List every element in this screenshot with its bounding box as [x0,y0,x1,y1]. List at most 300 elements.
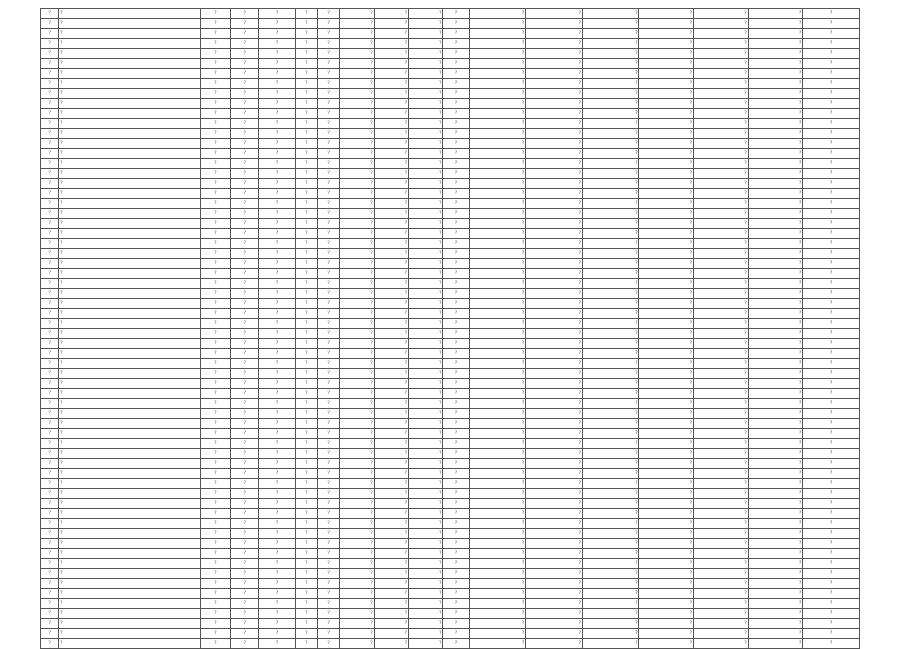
table-cell: ? [526,539,583,549]
table-cell: ? [469,479,526,489]
table-cell: ? [582,149,639,159]
table-cell: ? [317,149,339,159]
table-row [41,399,860,409]
table-cell: ? [340,289,374,299]
table-cell: ? [748,179,803,189]
table-cell: ? [340,419,374,429]
table-cell: ? [408,529,442,539]
table-cell: ? [295,639,317,649]
table-cell: ? [59,559,201,569]
table-cell: ? [526,459,583,469]
table-cell: ? [200,129,230,139]
table-cell: ? [639,219,694,229]
table-cell: ? [295,149,317,159]
table-row [41,499,860,509]
table-cell: ? [443,329,469,339]
table-cell: ? [408,89,442,99]
table-cell: ? [340,459,374,469]
table-cell: ? [639,639,694,649]
table-cell: ? [340,389,374,399]
table-cell: ? [582,49,639,59]
table-cell: ? [374,399,408,409]
table-cell: ? [582,449,639,459]
table-cell: ? [374,119,408,129]
table-row [41,629,860,639]
table-cell: ? [803,109,860,119]
table-cell: ? [748,19,803,29]
table-row [41,359,860,369]
table-cell: ? [694,389,749,399]
table-cell: ? [803,339,860,349]
table-cell: ? [259,569,295,579]
table-cell: ? [443,269,469,279]
table-row [41,419,860,429]
table-cell: ? [259,139,295,149]
table-cell: ? [469,299,526,309]
table-cell: ? [374,619,408,629]
table-cell: ? [374,359,408,369]
table-cell: ? [295,379,317,389]
table-cell: ? [59,9,201,19]
table-cell: ? [374,339,408,349]
table-cell: ? [259,129,295,139]
table-cell: ? [469,419,526,429]
table-cell: ? [200,419,230,429]
table-cell: ? [317,359,339,369]
table-cell: ? [374,309,408,319]
table-cell: ? [443,609,469,619]
table-cell: ? [408,439,442,449]
table-cell: ? [317,509,339,519]
table-cell: ? [582,329,639,339]
table-cell: ? [295,199,317,209]
table-cell: ? [59,599,201,609]
table-cell: ? [59,29,201,39]
table-cell: ? [803,479,860,489]
table-cell: ? [582,459,639,469]
table-cell: ? [200,239,230,249]
table-cell: ? [374,419,408,429]
table-cell: ? [231,269,259,279]
table-cell: ? [317,559,339,569]
table-cell: ? [469,179,526,189]
table-cell: ? [317,349,339,359]
table-cell: ? [639,19,694,29]
table-cell: ? [639,99,694,109]
table-cell: ? [259,369,295,379]
table-cell: ? [340,59,374,69]
table-cell: ? [200,609,230,619]
table-cell: ? [231,79,259,89]
table-cell: ? [59,379,201,389]
table-cell: ? [231,309,259,319]
table-cell: ? [408,489,442,499]
table-cell: ? [582,269,639,279]
table-cell: ? [340,439,374,449]
table-cell: ? [340,119,374,129]
table-cell: ? [443,259,469,269]
table-cell: ? [200,139,230,149]
table-cell: ? [317,419,339,429]
table-cell: ? [526,579,583,589]
table-cell: ? [526,349,583,359]
table-cell: ? [408,379,442,389]
table-cell: ? [41,99,59,109]
table-cell: ? [526,399,583,409]
table-cell: ? [469,209,526,219]
table-cell: ? [59,549,201,559]
table-cell: ? [295,409,317,419]
table-cell: ? [317,49,339,59]
table-cell: ? [582,189,639,199]
table-cell: ? [803,269,860,279]
table-cell: ? [469,49,526,59]
table-row [41,259,860,269]
table-cell: ? [694,419,749,429]
table-cell: ? [340,9,374,19]
table-cell: ? [408,169,442,179]
table-cell: ? [408,49,442,59]
table-cell: ? [526,269,583,279]
table-cell: ? [803,129,860,139]
table-cell: ? [639,279,694,289]
table-cell: ? [317,299,339,309]
table-cell: ? [639,289,694,299]
table-cell: ? [200,399,230,409]
table-cell: ? [803,549,860,559]
table-row [41,269,860,279]
table-row [41,289,860,299]
table-cell: ? [469,119,526,129]
table-cell: ? [259,89,295,99]
table-cell: ? [526,199,583,209]
table-cell: ? [748,449,803,459]
table-cell: ? [803,239,860,249]
table-cell: ? [374,139,408,149]
table-cell: ? [374,129,408,139]
table-cell: ? [340,339,374,349]
table-cell: ? [259,9,295,19]
table-cell: ? [748,9,803,19]
table-cell: ? [200,519,230,529]
table-cell: ? [582,389,639,399]
table-cell: ? [748,479,803,489]
table-cell: ? [443,429,469,439]
table-cell: ? [443,529,469,539]
table-cell: ? [469,549,526,559]
table-cell: ? [59,39,201,49]
table-cell: ? [639,39,694,49]
table-cell: ? [41,79,59,89]
table-cell: ? [231,539,259,549]
table-cell: ? [408,549,442,559]
table-cell: ? [803,229,860,239]
table-cell: ? [639,129,694,139]
table-cell: ? [340,39,374,49]
table-cell: ? [340,489,374,499]
table-cell: ? [317,369,339,379]
table-cell: ? [200,319,230,329]
table-cell: ? [374,169,408,179]
table-cell: ? [469,319,526,329]
table-cell: ? [340,409,374,419]
table-cell: ? [443,339,469,349]
table-cell: ? [803,209,860,219]
table-cell: ? [295,479,317,489]
table-cell: ? [582,579,639,589]
table-cell: ? [803,199,860,209]
table-cell: ? [694,79,749,89]
table-row [41,349,860,359]
table-row [41,489,860,499]
table-cell: ? [41,179,59,189]
table-cell: ? [582,499,639,509]
table-cell: ? [748,489,803,499]
table-cell: ? [639,139,694,149]
table-cell: ? [408,579,442,589]
table-cell: ? [803,289,860,299]
table-cell: ? [295,549,317,559]
table-cell: ? [317,269,339,279]
table-cell: ? [469,139,526,149]
table-cell: ? [694,299,749,309]
table-cell: ? [582,599,639,609]
table-cell: ? [317,529,339,539]
table-cell: ? [231,299,259,309]
table-cell: ? [340,539,374,549]
table-cell: ? [259,579,295,589]
table-cell: ? [526,619,583,629]
table-cell: ? [200,439,230,449]
table-cell: ? [317,499,339,509]
table-cell: ? [340,609,374,619]
table-cell: ? [374,479,408,489]
table-cell: ? [41,569,59,579]
table-cell: ? [59,509,201,519]
table-cell: ? [469,129,526,139]
table-cell: ? [200,79,230,89]
table-row [41,179,860,189]
table-cell: ? [582,9,639,19]
table-cell: ? [317,79,339,89]
table-cell: ? [231,339,259,349]
table-cell: ? [582,369,639,379]
table-cell: ? [317,89,339,99]
table-cell: ? [408,479,442,489]
table-cell: ? [41,219,59,229]
table-cell: ? [374,269,408,279]
table-cell: ? [694,459,749,469]
table-cell: ? [408,139,442,149]
table-cell: ? [200,599,230,609]
table-cell: ? [408,469,442,479]
table-row [41,519,860,529]
table-cell: ? [200,559,230,569]
table-cell: ? [803,169,860,179]
table-cell: ? [317,379,339,389]
table-cell: ? [295,29,317,39]
table-cell: ? [582,589,639,599]
table-cell: ? [295,9,317,19]
table-row [41,539,860,549]
table-row [41,139,860,149]
table-cell: ? [408,229,442,239]
table-cell: ? [340,269,374,279]
table-cell: ? [469,489,526,499]
table-cell: ? [41,339,59,349]
table-cell: ? [200,19,230,29]
table-cell: ? [41,529,59,539]
table-cell: ? [469,619,526,629]
table-cell: ? [526,69,583,79]
table-cell: ? [374,459,408,469]
table-cell: ? [374,259,408,269]
table-cell: ? [374,89,408,99]
table-cell: ? [469,559,526,569]
table-cell: ? [803,179,860,189]
table-cell: ? [408,129,442,139]
table-row [41,199,860,209]
table-cell: ? [41,129,59,139]
table-cell: ? [231,229,259,239]
table-cell: ? [231,49,259,59]
table-cell: ? [748,169,803,179]
table-cell: ? [639,189,694,199]
table-cell: ? [803,389,860,399]
table-cell: ? [582,89,639,99]
table-cell: ? [526,429,583,439]
table-cell: ? [408,119,442,129]
table-cell: ? [803,619,860,629]
table-cell: ? [526,639,583,649]
table-cell: ? [443,319,469,329]
table-cell: ? [803,299,860,309]
table-cell: ? [231,89,259,99]
table-cell: ? [295,469,317,479]
table-cell: ? [340,249,374,259]
table-cell: ? [748,189,803,199]
table-cell: ? [443,79,469,89]
table-cell: ? [582,259,639,269]
table-cell: ? [639,409,694,419]
table-cell: ? [526,59,583,69]
table-cell: ? [295,129,317,139]
table-cell: ? [408,319,442,329]
table-cell: ? [443,639,469,649]
table-row [41,109,860,119]
table-cell: ? [259,499,295,509]
table-cell: ? [59,469,201,479]
table-cell: ? [41,449,59,459]
table-cell: ? [317,19,339,29]
table-cell: ? [259,69,295,79]
table-cell: ? [59,589,201,599]
table-cell: ? [469,89,526,99]
table-cell: ? [41,429,59,439]
table-cell: ? [200,369,230,379]
table-row [41,529,860,539]
table-cell: ? [694,259,749,269]
table-cell: ? [408,339,442,349]
table-cell: ? [41,389,59,399]
table-cell: ? [639,449,694,459]
table-cell: ? [748,599,803,609]
table-cell: ? [295,569,317,579]
table-cell: ? [443,549,469,559]
table-cell: ? [317,309,339,319]
table-cell: ? [748,99,803,109]
table-cell: ? [41,59,59,69]
table-cell: ? [374,449,408,459]
table-cell: ? [200,269,230,279]
table-cell: ? [59,89,201,99]
table-cell: ? [443,629,469,639]
table-cell: ? [639,379,694,389]
table-row [41,579,860,589]
table-cell: ? [408,59,442,69]
table-cell: ? [317,639,339,649]
table-cell: ? [803,609,860,619]
table-cell: ? [59,459,201,469]
table-cell: ? [231,219,259,229]
table-cell: ? [469,359,526,369]
table-cell: ? [748,439,803,449]
table-cell: ? [694,19,749,29]
table-cell: ? [59,229,201,239]
table-cell: ? [374,579,408,589]
table-cell: ? [526,449,583,459]
table-cell: ? [443,509,469,519]
table-cell: ? [582,179,639,189]
table-cell: ? [469,279,526,289]
table-cell: ? [374,69,408,79]
table-cell: ? [694,119,749,129]
table-cell: ? [317,209,339,219]
table-cell: ? [41,9,59,19]
table-cell: ? [59,479,201,489]
table-cell: ? [41,359,59,369]
table-cell: ? [295,209,317,219]
table-cell: ? [694,359,749,369]
table-cell: ? [443,219,469,229]
table-cell: ? [408,179,442,189]
table-cell: ? [295,219,317,229]
table-cell: ? [317,199,339,209]
table-cell: ? [748,399,803,409]
table-cell: ? [295,429,317,439]
table-cell: ? [340,349,374,359]
table-cell: ? [317,239,339,249]
table-cell: ? [639,179,694,189]
table-cell: ? [340,369,374,379]
table-cell: ? [59,609,201,619]
table-cell: ? [41,109,59,119]
table-cell: ? [374,409,408,419]
table-cell: ? [748,609,803,619]
table-row [41,9,860,19]
table-cell: ? [526,509,583,519]
table-cell: ? [469,239,526,249]
table-cell: ? [41,229,59,239]
table-cell: ? [694,239,749,249]
table-cell: ? [748,409,803,419]
table-cell: ? [408,199,442,209]
table-cell: ? [317,479,339,489]
table-cell: ? [374,389,408,399]
table-cell: ? [803,29,860,39]
table-cell: ? [443,539,469,549]
table-cell: ? [295,449,317,459]
